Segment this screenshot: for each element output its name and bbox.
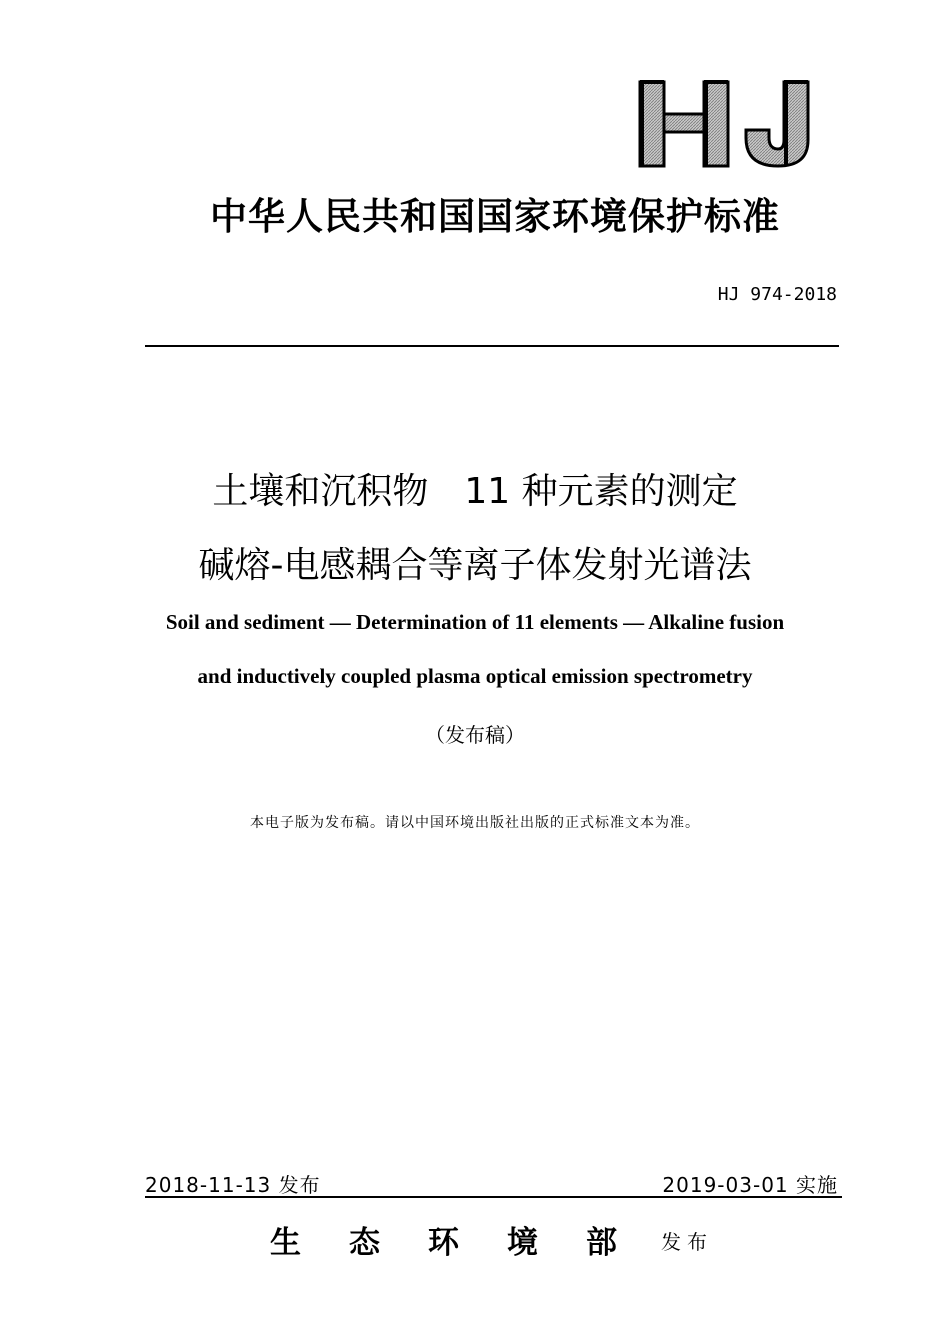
issuing-authority: 生态环境部	[270, 1225, 665, 1261]
header-divider	[145, 345, 839, 347]
title-chinese-line-1: 土壤和沉积物 11 种元素的测定	[212, 471, 738, 512]
logo-letter-h	[640, 82, 728, 166]
hj-logo	[630, 70, 820, 175]
standard-number: HJ 974-2018	[717, 284, 837, 305]
issue-date: 2018-11-13 发布	[145, 1173, 321, 1197]
title-english-line-2: and inductively coupled plasma optical emission spectrometry	[197, 664, 753, 688]
draft-label: （发布稿）	[425, 723, 525, 747]
hj-logo-graphic	[630, 70, 820, 175]
implementation-date: 2019-03-01 实施	[662, 1173, 838, 1197]
org-title: 中华人民共和国国家环境保护标准	[210, 194, 780, 238]
publication-notice: 本电子版为发布稿。请以中国环境出版社出版的正式标准文本为准。	[250, 815, 700, 831]
logo-letter-j	[746, 82, 808, 166]
title-chinese-line-2: 碱熔-电感耦合等离子体发射光谱法	[198, 545, 752, 586]
issuing-authority-suffix: 发布	[661, 1230, 713, 1254]
title-english-line-1: Soil and sediment — Determination of 11 elements — Alkaline fusion	[165, 610, 785, 634]
footer-divider	[145, 1196, 842, 1198]
